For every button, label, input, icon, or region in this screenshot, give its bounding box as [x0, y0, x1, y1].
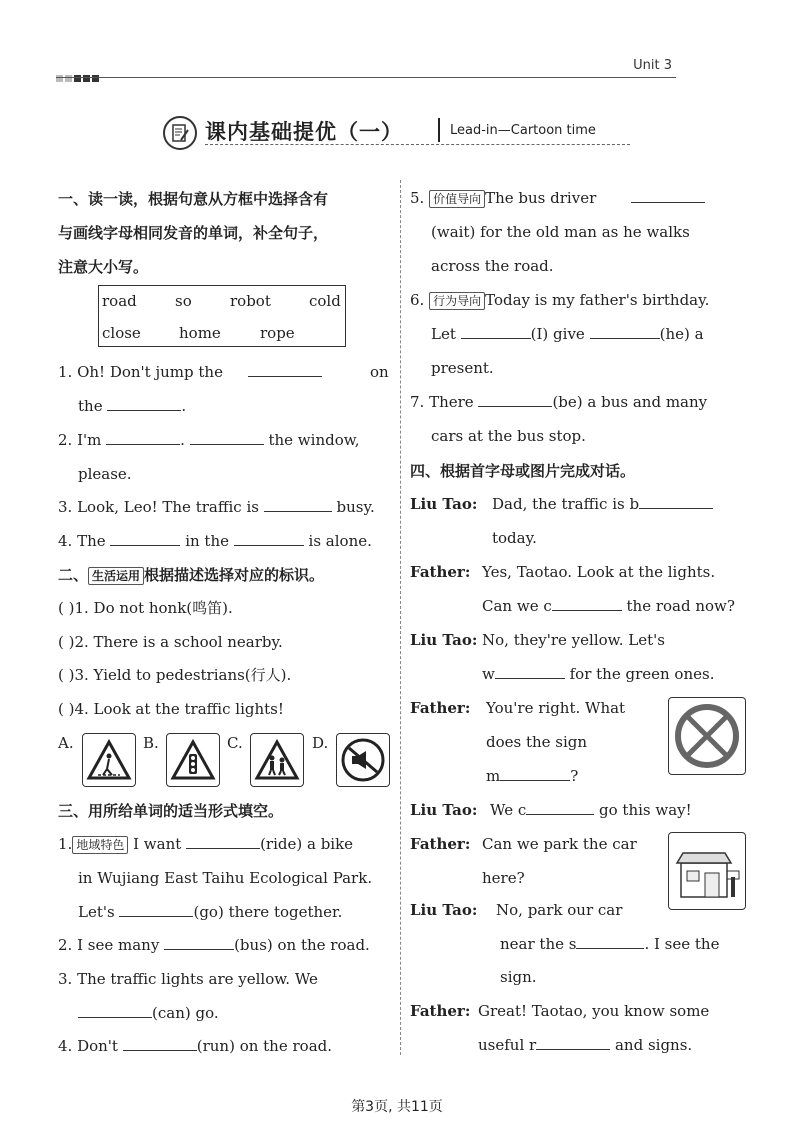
answer-blank[interactable] — [78, 1003, 152, 1018]
d7-d: sign. — [500, 968, 537, 986]
q5-b: (wait) for the old man as he walks — [431, 223, 690, 241]
d6: Can we park the car — [482, 835, 637, 853]
q5 — [410, 188, 705, 208]
section4-heading: 四、根据首字母或图片完成对话。 — [410, 462, 636, 480]
s1-q2-text: 2. I'm — [58, 431, 102, 449]
d6-b: here? — [482, 869, 525, 887]
s3-q2 — [58, 935, 370, 955]
s3-q3-b-text: (can) go. — [152, 1004, 219, 1022]
s3-q1-d-text: Let's — [78, 903, 115, 921]
q6-tag: 行为导向 — [429, 292, 485, 310]
d2-c: the road now? — [626, 597, 735, 615]
word: road — [102, 292, 137, 310]
q5-c: across the road. — [431, 257, 554, 275]
d4-d: ? — [570, 767, 579, 785]
answer-blank[interactable] — [107, 396, 181, 411]
s1-q4-b: in the — [185, 532, 229, 550]
d2-b-text: Can we c — [482, 597, 552, 615]
d4-c — [486, 766, 578, 786]
answer-blank[interactable] — [186, 834, 260, 849]
s3-q4 — [58, 1036, 332, 1056]
s1-q4 — [58, 531, 372, 551]
section1-heading-line2: 与画线字母相同发音的单词，补全句子， — [58, 224, 329, 242]
answer-blank[interactable] — [639, 494, 713, 509]
q6-text: Today is my father's birthday. — [485, 291, 710, 309]
q5-tag: 价值导向 — [429, 190, 485, 208]
s1-q3-b: busy. — [336, 498, 375, 516]
d4: You're right. What — [486, 699, 626, 717]
option-a-label: A. — [58, 734, 74, 752]
speaker-liu-tao: Liu Tao: — [410, 495, 478, 513]
word: close — [102, 324, 141, 342]
pedestrian-crossing-sign-icon — [82, 733, 136, 787]
answer-blank[interactable] — [526, 800, 594, 815]
title-underline — [205, 144, 630, 145]
answer-blank[interactable] — [248, 362, 322, 377]
answer-blank[interactable] — [110, 531, 180, 546]
column-divider — [400, 180, 401, 1055]
q7-text: 7. There — [410, 393, 474, 411]
s3-q1 — [58, 834, 353, 854]
q6-b — [431, 324, 704, 344]
d7-b — [500, 934, 719, 954]
answer-blank[interactable] — [234, 531, 304, 546]
speaker-liu-tao: Liu Tao: — [410, 631, 478, 649]
page-number: 第3页, 共11页 — [351, 1099, 443, 1115]
d3-c: for the green ones. — [569, 665, 715, 683]
section2-heading — [58, 564, 324, 585]
q6-num: 6. — [410, 291, 425, 309]
q6-c: (I) give — [530, 325, 585, 343]
s2-num: 二、 — [58, 566, 89, 584]
d2-b — [482, 596, 735, 616]
answer-blank[interactable] — [536, 1035, 610, 1050]
answer-blank[interactable] — [123, 1036, 197, 1051]
s2-item: ( )1. Do not honk(鸣笛). — [58, 599, 233, 617]
d7: No, park our car — [496, 901, 623, 919]
section3-heading: 三、用所给单词的适当形式填空。 — [58, 802, 284, 820]
s1-q1-text: 1. Oh! Don't jump the — [58, 363, 223, 381]
answer-blank[interactable] — [576, 934, 644, 949]
q7 — [410, 392, 707, 412]
traffic-light-sign-icon — [166, 733, 220, 787]
d5-text: We c — [490, 801, 527, 819]
shop-building-icon — [668, 832, 746, 910]
s1-q3 — [58, 497, 375, 517]
no-stopping-sign-icon — [668, 697, 746, 775]
d8: Great! Taotao, you know some — [478, 1002, 710, 1020]
q6 — [410, 290, 709, 310]
d4-c-text: m — [486, 767, 501, 785]
speaker-father: Father: — [410, 1002, 471, 1020]
speaker-liu-tao: Liu Tao: — [410, 801, 478, 819]
s3-q1-num: 1. — [58, 835, 73, 853]
s3-q1-text: I want — [133, 835, 182, 853]
answer-blank[interactable] — [190, 430, 264, 445]
s3-q1-d — [78, 902, 342, 922]
answer-blank[interactable] — [164, 935, 234, 950]
option-b-label: B. — [143, 734, 159, 752]
word: robot — [230, 292, 271, 310]
answer-blank[interactable] — [264, 497, 332, 512]
answer-blank[interactable] — [552, 596, 622, 611]
section1-heading-line3: 注意大小写。 — [58, 258, 149, 276]
s3-q2-b: (bus) on the road. — [234, 936, 370, 954]
s2-tag: 生活运用 — [88, 567, 144, 585]
d5-b: go this way! — [599, 801, 692, 819]
header-rule — [56, 77, 676, 78]
s3-q4-text: 4. Don't — [58, 1037, 118, 1055]
word: home — [179, 324, 221, 342]
q6-d: (he) a — [659, 325, 704, 343]
s1-q2: 2. I'm . the window, — [58, 431, 360, 449]
s2-heading-text: 根据描述选择对应的标识。 — [144, 566, 325, 584]
s1-q1 — [58, 362, 322, 382]
d1-text: Dad, the traffic is b — [492, 495, 640, 513]
q6-e: present. — [431, 359, 494, 377]
s1-q1-c: the . — [78, 397, 187, 415]
unit-label: Unit 3 — [633, 58, 672, 73]
d1-b: today. — [492, 529, 537, 547]
speaker-father: Father: — [410, 563, 471, 581]
s2-item: ( )2. There is a school nearby. — [58, 633, 283, 651]
s3-q1-tag: 地域特色 — [72, 836, 128, 854]
notebook-pencil-icon — [163, 116, 197, 150]
s1-q1-b: on — [370, 363, 389, 381]
s1-q2-b: the window, — [268, 431, 360, 449]
s1-q2-c: please. — [78, 465, 132, 483]
no-honking-sign-icon — [336, 733, 390, 787]
d5 — [490, 800, 692, 820]
s3-q3: 3. The traffic lights are yellow. We — [58, 970, 318, 988]
word: rope — [260, 324, 295, 342]
option-d-label: D. — [312, 734, 329, 752]
word: so — [175, 292, 192, 310]
answer-blank[interactable] — [631, 188, 705, 203]
s2-item: ( )4. Look at the traffic lights! — [58, 700, 284, 718]
q7-b: (be) a bus and many — [552, 393, 708, 411]
word: cold — [309, 292, 341, 310]
s3-q1-b: (ride) a bike — [260, 835, 354, 853]
d8-b-text: useful r — [478, 1036, 537, 1054]
answer-blank[interactable] — [119, 902, 193, 917]
d2: Yes, Taotao. Look at the lights. — [482, 563, 716, 581]
s3-q3-b — [78, 1003, 219, 1023]
d4-b: does the sign — [486, 733, 588, 751]
page-subtitle: Lead-in—Cartoon time — [450, 123, 596, 138]
answer-blank[interactable] — [461, 324, 531, 339]
d3-b — [482, 664, 714, 684]
s3-q4-b: (run) on the road. — [196, 1037, 333, 1055]
page-title: 课内基础提优（一） — [205, 120, 403, 144]
answer-blank[interactable] — [495, 664, 565, 679]
s1-q4-text: 4. The — [58, 532, 106, 550]
s3-q2-text: 2. I see many — [58, 936, 160, 954]
s2-item: ( )3. Yield to pedestrians(行人). — [58, 666, 292, 684]
d3: No, they're yellow. Let's — [482, 631, 665, 649]
d8-c: and signs. — [614, 1036, 693, 1054]
s1-q3-text: 3. Look, Leo! The traffic is — [58, 498, 259, 516]
d8-b — [478, 1035, 692, 1055]
speaker-father: Father: — [410, 835, 471, 853]
q5-text: The bus driver — [485, 189, 597, 207]
word-box — [98, 285, 346, 347]
s1-q4-c: is alone. — [308, 532, 372, 550]
d7-b-text: near the s — [500, 935, 577, 953]
speaker-liu-tao: Liu Tao: — [410, 901, 478, 919]
d1 — [492, 494, 713, 514]
answer-blank[interactable] — [500, 766, 570, 781]
q7-c: cars at the bus stop. — [431, 427, 586, 445]
q6-b-text: Let — [431, 325, 456, 343]
section1-heading: 一、读一读，根据句意从方框中选择含有 — [58, 190, 329, 208]
d7-c: . I see the — [644, 935, 720, 953]
title-separator — [438, 118, 440, 142]
s3-q1-e: (go) there together. — [193, 903, 343, 921]
option-c-label: C. — [227, 734, 243, 752]
s3-q1-c: in Wujiang East Taihu Ecological Park. — [78, 869, 373, 887]
s1-q1-c-text: the — [78, 397, 103, 415]
answer-blank[interactable] — [590, 324, 660, 339]
d3-b-text: w — [482, 665, 495, 683]
q5-num: 5. — [410, 189, 425, 207]
answer-blank[interactable] — [478, 392, 552, 407]
speaker-father: Father: — [410, 699, 471, 717]
answer-blank[interactable] — [106, 430, 180, 445]
school-children-sign-icon — [250, 733, 304, 787]
